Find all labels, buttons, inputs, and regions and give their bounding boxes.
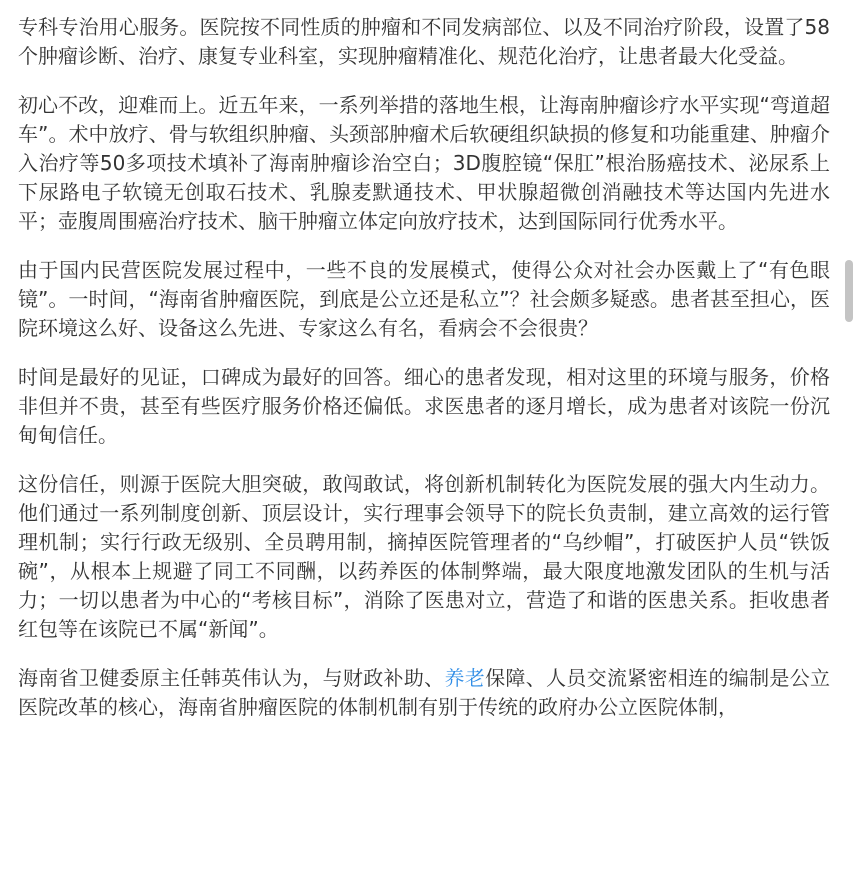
paragraph-reputation: 时间是最好的见证，口碑成为最好的回答。细心的患者发现，相对这里的环境与服务，价格非但并不贵，甚至有些医疗服务价格还偏低。求医患者的逐月增长，成为患者对该院一份沉甸甸信任。 [18, 365, 830, 447]
article-body [18, 0, 830, 722]
paragraph-public-doubts: 由于国内民营医院发展过程中，一些不良的发展模式，使得公众对社会办医戴上了“有色眼镜”。一时间，“海南省肿瘤医院，到底是公立还是私立”？社会颇多疑惑。患者甚至担心，医院环境这么好、设备这么先进、专家这么有名，看病会不会很贵？ [18, 258, 830, 340]
elderly-care-link[interactable]: 养老 [444, 666, 486, 690]
paragraph-technology-breakthroughs: 初心不改，迎难而上。近五年来，一系列举措的落地生根，让海南肿瘤诊疗水平实现“弯道超车”。术中放疗、骨与软组织肿瘤、头颈部肿瘤术后软硬组织缺损的修复和功能重建、肿瘤介入治疗等50多项技术填补了海南肿瘤诊治空白；3D腹腔镜“保肛”根治肠癌技术、泌尿系上下尿路电子软镜无创取石技术、乳腺麦默通技术、甲状腺超微创消融技术等达国内先进水平；壶腹周围癌治疗技术、脑干肿瘤立体定向放疗技术，达到国际同行优秀水平。 [18, 93, 830, 233]
vertical-scrollbar-thumb[interactable] [845, 260, 853, 322]
paragraph-text-before-link: 海南省卫健委原主任韩英伟认为，与财政补助、 [18, 666, 445, 690]
paragraph-text-after-link: 保障、人员交流紧密相连的编制是公立医院改革的核心，海南省肿瘤医院的体制机制有别于传统的政府办公立医院体制， [18, 666, 831, 719]
paragraph-specialty-service: 专科专治用心服务。医院按不同性质的肿瘤和不同发病部位、以及不同治疗阶段，设置了58个肿瘤诊断、治疗、康复专业科室，实现肿瘤精准化、规范化治疗，让患者最大化受益。 [18, 15, 830, 68]
paragraph-institutional-innovation: 这份信任，则源于医院大胆突破，敢闯敢试，将创新机制转化为医院发展的强大内生动力。他们通过一系列制度创新、顶层设计，实行理事会领导下的院长负责制，建立高效的运行管理机制；实行行政无级别、全员聘用制，摘掉医院管理者的“乌纱帽”，打破医护人员“铁饭碗”，从根本上规避了同工不同酬，以药养医的体制弊端，最大限度地激发团队的生机与活力；一切以患者为中心的“考核目标”，消除了医患对立，营造了和谐的医患关系。拒收患者红包等在该院已不属“新闻”。 [18, 472, 830, 641]
paragraph-reform-commentary [18, 664, 830, 722]
